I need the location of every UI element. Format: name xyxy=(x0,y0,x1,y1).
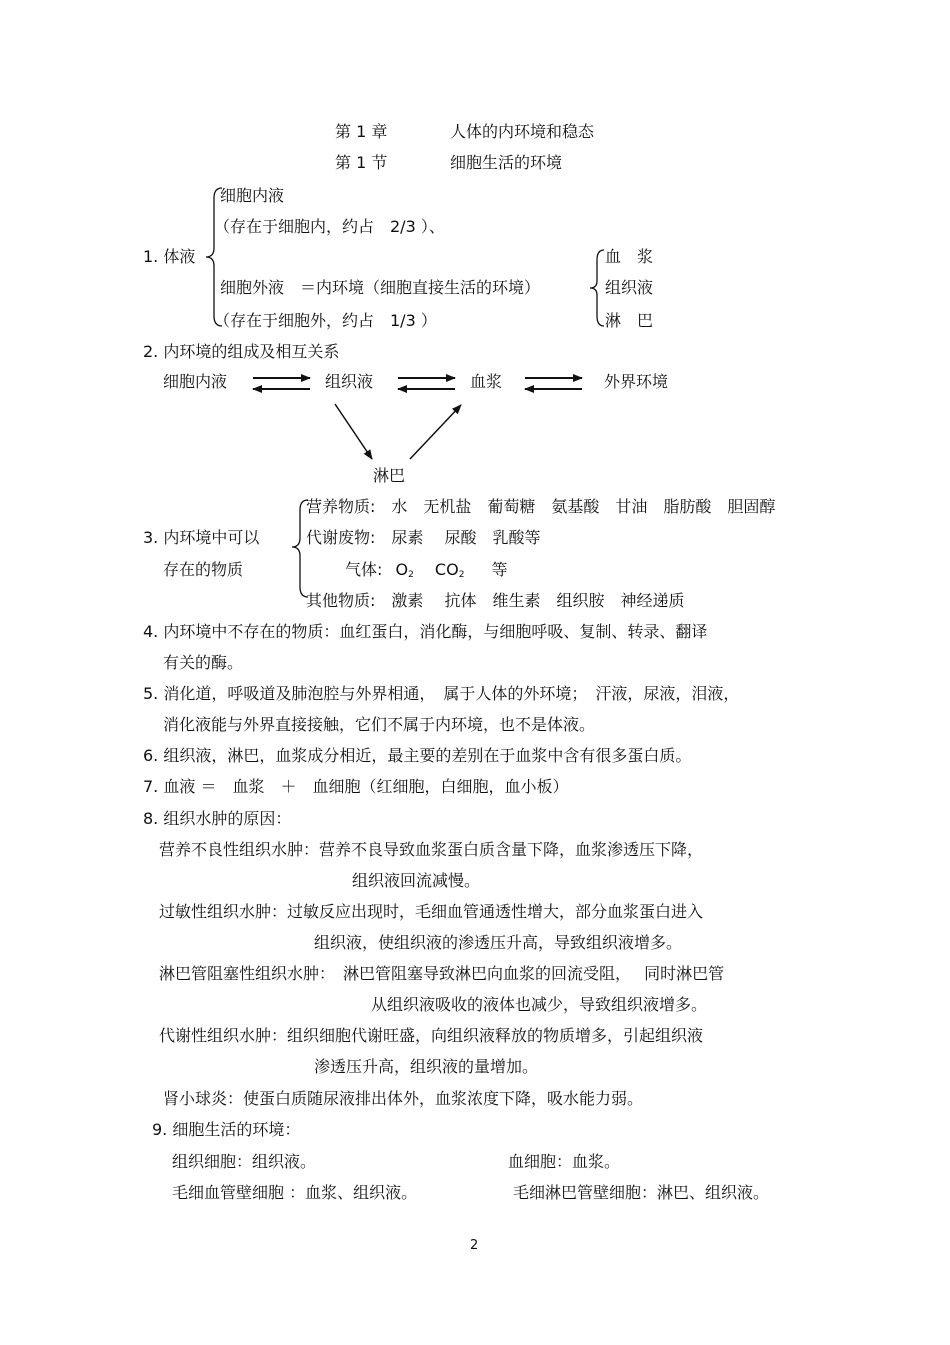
edema-malnutrition-line2: 组织液回流减慢。 xyxy=(352,871,481,890)
edema-metabolic-line1: 代谢性组织水肿：组织细胞代谢旺盛，向组织液释放的物质增多，引起组织液 xyxy=(159,1026,704,1045)
intracellular-note: （存在于细胞内，约占 2/3 ）、 xyxy=(214,217,445,236)
substances-other: 其他物质: 激素 抗体 维生素 组织胺 神经递质 xyxy=(306,591,685,610)
chapter-title: 人体的内环境和稳态 xyxy=(450,122,595,141)
gas-oxygen: $O_2$ xyxy=(395,560,414,580)
edema-lymph-line2: 从组织液吸收的液体也减少，导致组织液增多。 xyxy=(371,995,708,1014)
section-number: 第 1 节 xyxy=(335,153,388,172)
fluid-type-tissue: 组织液 xyxy=(605,278,654,297)
fluid-type-plasma: 血 浆 xyxy=(605,247,654,266)
intracellular-fluid: 细胞内液 xyxy=(220,186,285,205)
item4-line2: 有关的酶。 xyxy=(163,653,244,672)
env-capillary-cell: 毛细血管壁细胞 ：血浆、组织液。 xyxy=(172,1183,418,1202)
fluid-type-lymph: 淋 巴 xyxy=(605,311,654,330)
item3-label-line2: 存在的物质 xyxy=(163,560,244,579)
item3-label-line1: 3. 内环境中可以 xyxy=(143,528,260,547)
gas-etc: 等 xyxy=(491,560,508,579)
substances-nutrients: 营养物质: 水 无机盐 葡萄糖 氨基酸 甘油 脂肪酸 胆固醇 xyxy=(306,497,776,516)
item4-line1: 4. 内环境中不存在的物质：血红蛋白，消化酶，与细胞呼吸、复制、转录、翻译 xyxy=(143,622,708,641)
node-intracellular: 细胞内液 xyxy=(163,372,228,391)
extracellular-fluid: 细胞外液 ＝内环境（细胞直接生活的环境） xyxy=(220,278,541,297)
env-lymph-capillary-cell: 毛细淋巴管壁细胞：淋巴、组织液。 xyxy=(513,1183,770,1202)
item8-title: 8. 组织水肿的原因： xyxy=(143,809,292,828)
brace-body-fluid xyxy=(206,188,222,326)
arrow-tissue-to-lymph xyxy=(335,404,372,459)
brace-extracellular xyxy=(590,250,604,326)
node-plasma: 血浆 xyxy=(470,372,503,391)
extracellular-note: （存在于细胞外，约占 1/3 ） xyxy=(214,311,437,330)
node-external: 外界环境 xyxy=(604,372,669,391)
edema-malnutrition-line1: 营养不良性组织水肿：营养不良导致血浆蛋白质含量下降，血浆渗透压下降， xyxy=(159,840,704,859)
edema-lymph-line1: 淋巴管阻塞性组织水肿： 淋巴管阻塞导致淋巴向血浆的回流受阻， 同时淋巴管 xyxy=(159,964,725,983)
gas-label: 气体: xyxy=(345,560,383,579)
section-title: 细胞生活的环境 xyxy=(450,153,563,172)
arrow-lymph-to-plasma xyxy=(410,405,461,459)
item5-line2: 消化液能与外界直接接触，它们不属于内环境，也不是体液。 xyxy=(163,715,596,734)
item6: 6. 组织液，淋巴，血浆成分相近，最主要的差别在于血浆中含有很多蛋白质。 xyxy=(143,746,692,765)
item1-label: 1. 体液 xyxy=(143,247,196,266)
env-blood-cell: 血细胞：血浆。 xyxy=(508,1152,621,1171)
edema-nephritis: 肾小球炎：使蛋白质随尿液排出体外，血浆浓度下降，吸水能力弱。 xyxy=(163,1089,644,1108)
item2-title: 2. 内环境的组成及相互关系 xyxy=(143,342,340,361)
substances-gas xyxy=(345,560,508,585)
item7: 7. 血液 ＝ 血浆 ＋ 血细胞（红细胞，白细胞，血小板） xyxy=(143,777,569,796)
node-lymph: 淋巴 xyxy=(373,466,406,485)
edema-allergic-line1: 过敏性组织水肿：过敏反应出现时，毛细血管通透性增大，部分血浆蛋白进入 xyxy=(159,902,704,921)
gas-carbon-dioxide: $CO_2$ xyxy=(434,560,465,580)
chapter-number: 第 1 章 xyxy=(335,122,388,141)
substances-waste: 代谢废物: 尿素 尿酸 乳酸等 xyxy=(306,528,541,547)
edema-allergic-line2: 组织液，使组织液的渗透压升高，导致组织液增多。 xyxy=(314,933,683,952)
page-number: 2 xyxy=(470,1238,479,1253)
node-tissue-fluid: 组织液 xyxy=(325,372,374,391)
item9-title: 9. 细胞生活的环境： xyxy=(152,1120,301,1139)
env-tissue-cell: 组织细胞：组织液。 xyxy=(172,1152,317,1171)
edema-metabolic-line2: 渗透压升高，组织液的量增加。 xyxy=(314,1057,539,1076)
item5-line1: 5. 消化道，呼吸道及肺泡腔与外界相通， 属于人体的外环境； 汗液，尿液，泪液， xyxy=(143,684,740,703)
